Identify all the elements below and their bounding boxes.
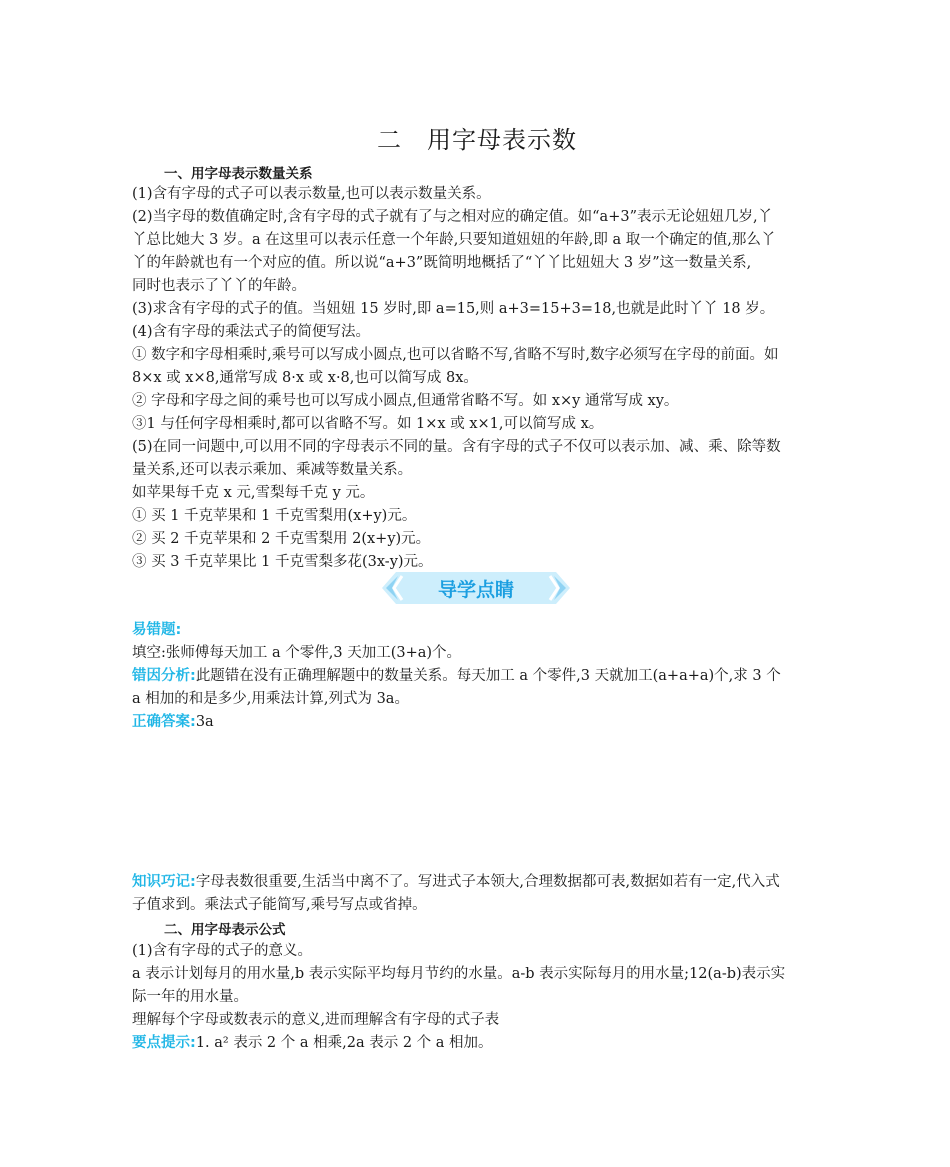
error-question: 填空:张师傅每天加工 a 个零件,3 天加工(3+a)个。: [132, 645, 462, 661]
section1-line: 丫的年龄就也有一个对应的值。所以说“a+3”既简明地概括了“丫丫比妞妞大 3 岁”这一数量关系,: [132, 255, 752, 271]
error-label: 易错题:: [132, 622, 182, 638]
section1-line: (1)含有字母的式子可以表示数量,也可以表示数量关系。: [132, 186, 491, 202]
page-title: 二 用字母表示数: [377, 126, 577, 154]
error-analysis-text: 此题错在没有正确理解题中的数量关系。每天加工 a 个零件,3 天就加工(a+a+a)个,求 3 个: [195, 668, 781, 684]
tip-text: 1. a² 表示 2 个 a 相乘,2a 表示 2 个 a 相加。: [195, 1035, 493, 1051]
memory-text: 字母表数很重要,生活当中离不了。写进式子本领大,合理数据都可表,数据如若有一定,代入式: [195, 874, 780, 890]
error-analysis-label: 错因分析:: [132, 668, 196, 684]
section2-line: (1)含有字母的式子的意义。: [132, 943, 313, 959]
section1-line: 同时也表示了丫丫的年龄。: [132, 278, 306, 294]
banner-label: 导学点睛: [437, 579, 514, 601]
section1-line: (5)在同一问题中,可以用不同的字母表示不同的量。含有字母的式子不仅可以表示加、减、乘、除等数: [132, 439, 781, 455]
section1-line: (2)当字母的数值确定时,含有字母的式子就有了与之相对应的确定值。如“a+3”表示无论妞妞几岁,丫: [132, 209, 773, 225]
section1-heading: 一、用字母表示数量关系: [164, 166, 313, 182]
section1-line: ② 买 2 千克苹果和 2 千克雪梨用 2(x+y)元。: [132, 531, 431, 547]
section1-line: 量关系,还可以表示乘加、乘减等数量关系。: [132, 462, 413, 478]
memory-line: [132, 871, 822, 894]
section1-line: ③1 与任何字母相乘时,都可以省略不写。如 1×x 或 x×1,可以简写成 x。: [132, 416, 604, 432]
section2-line: a 表示计划每月的用水量,b 表示实际平均每月节约的水量。a-b 表示实际每月的用水量;12(a-b)表示实: [132, 966, 786, 982]
answer-label: 正确答案:: [132, 714, 196, 730]
section1-line: 8×x 或 x×8,通常写成 8·x 或 x·8,也可以简写成 8x。: [132, 370, 478, 386]
section1-line: (3)求含有字母的式子的值。当妞妞 15 岁时,即 a=15,则 a+3=15+3=18,也就是此时丫丫 18 岁。: [132, 301, 775, 317]
answer-line: [132, 711, 822, 734]
section2-heading: 二、用字母表示公式: [164, 922, 286, 938]
section1-line: ② 字母和字母之间的乘号也可以写成小圆点,但通常省略不写。如 x×y 通常写成 xy。: [132, 393, 679, 409]
section1-line: ③ 买 3 千克苹果比 1 千克雪梨多花(3x-y)元。: [132, 554, 433, 570]
section1-line: ① 买 1 千克苹果和 1 千克雪梨用(x+y)元。: [132, 508, 417, 524]
section2-line: 理解每个字母或数表示的意义,进而理解含有字母的式子表: [132, 1012, 500, 1028]
section1-line: ① 数字和字母相乘时,乘号可以写成小圆点,也可以省略不写,省略不写时,数字必须写在字母的前面。如: [132, 347, 779, 363]
section1-line: 丫总比她大 3 岁。a 在这里可以表示任意一个年龄,只要知道妞妞的年龄,即 a 取一个确定的值,那么丫: [132, 232, 776, 248]
guide-banner: [382, 572, 570, 604]
answer-value: 3a: [195, 714, 214, 730]
memory-line: 子值求到。乘法式子能简写,乘号写点或省掉。: [132, 897, 427, 913]
section1-line: (4)含有字母的乘法式子的简便写法。: [132, 324, 371, 340]
section2-line: 际一年的用水量。: [132, 989, 248, 1005]
section1-line: 如苹果每千克 x 元,雪梨每千克 y 元。: [132, 485, 375, 501]
tip-line: [132, 1032, 822, 1055]
tip-label: 要点提示:: [132, 1035, 196, 1051]
error-analysis-line: a 相加的和是多少,用乘法计算,列式为 3a。: [132, 691, 409, 707]
error-label-line: [132, 619, 822, 642]
error-analysis-line: [132, 665, 822, 688]
memory-label: 知识巧记:: [132, 874, 196, 890]
